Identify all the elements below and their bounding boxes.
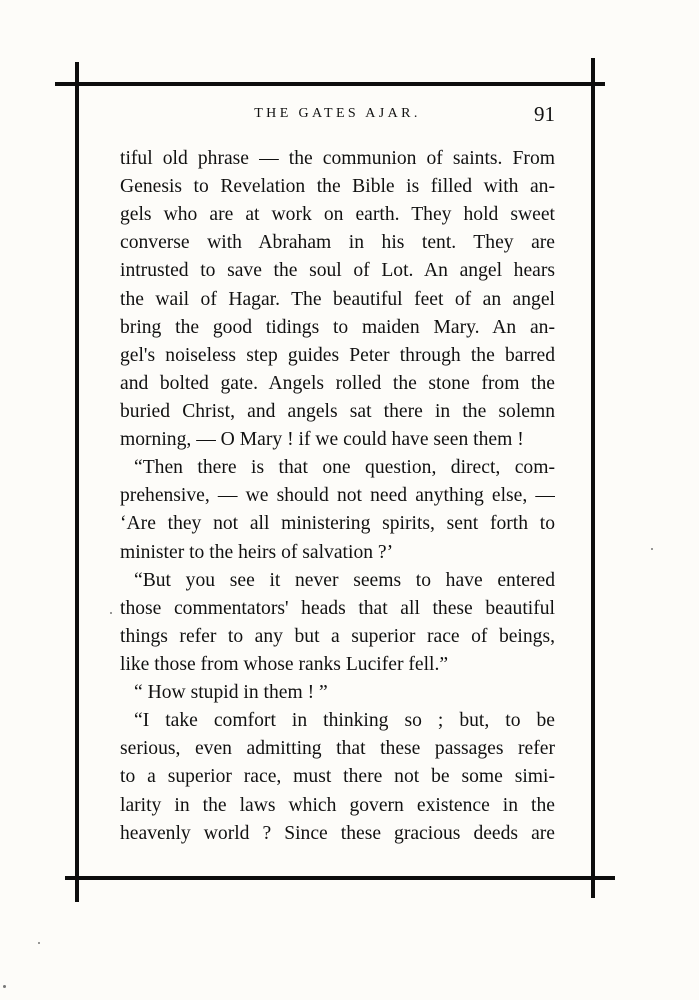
paper-speck bbox=[651, 548, 653, 550]
text-line: Genesis to Revelation the Bible is filled with an- bbox=[120, 176, 555, 198]
text-line: gel's noiseless step guides Peter through the barred bbox=[120, 344, 555, 366]
text-line: minister to the heirs of salvation ?’ bbox=[120, 541, 394, 563]
text-line: “But you see it never seems to have entered bbox=[134, 569, 555, 591]
bottom-border-rule bbox=[65, 876, 615, 880]
text-line: tiful old phrase — the communion of saints. From bbox=[120, 148, 555, 169]
right-border-rule bbox=[591, 58, 595, 898]
running-head bbox=[120, 104, 555, 130]
text-line: intrusted to save the soul of Lot. An angel hears bbox=[120, 260, 555, 282]
text-line: “Then there is that one question, direct, com- bbox=[134, 457, 555, 479]
text-line: heavenly world ? Since these gracious deeds are bbox=[120, 822, 555, 844]
text-line: converse with Abraham in his tent. They are bbox=[120, 232, 555, 254]
text-line: and bolted gate. Angels rolled the stone from the bbox=[120, 372, 555, 394]
text-line: larity in the laws which govern existence in the bbox=[120, 794, 555, 816]
text-line: the wail of Hagar. The beautiful feet of an angel bbox=[120, 288, 555, 310]
text-line: those commentators' heads that all these beautiful bbox=[120, 597, 555, 619]
paper-speck bbox=[3, 985, 6, 988]
body-text bbox=[120, 145, 555, 848]
paper-speck bbox=[110, 612, 112, 614]
text-line: buried Christ, and angels sat there in the solemn bbox=[120, 400, 555, 422]
page-number: 91 bbox=[534, 102, 555, 126]
text-line: serious, even admitting that these passages refer bbox=[120, 738, 555, 760]
text-line: ‘Are they not all ministering spirits, sent forth to bbox=[120, 513, 555, 535]
text-line: things refer to any but a superior race of beings, bbox=[120, 625, 555, 647]
top-border-rule bbox=[55, 82, 605, 86]
text-line: prehensive, — we should not need anything else, — bbox=[120, 485, 555, 507]
text-line: bring the good tidings to maiden Mary. An an- bbox=[120, 316, 555, 338]
left-border-rule bbox=[75, 62, 79, 902]
text-line: like those from whose ranks Lucifer fell.” bbox=[120, 653, 449, 675]
text-line: “ How stupid in them ! ” bbox=[134, 682, 328, 704]
paper-speck bbox=[38, 942, 40, 944]
text-line: morning, — O Mary ! if we could have seen them ! bbox=[120, 429, 524, 451]
running-title: THE GATES AJAR. bbox=[254, 106, 421, 121]
text-line: “I take comfort in thinking so ; but, to be bbox=[134, 710, 555, 732]
text-line: to a superior race, must there not be some simi- bbox=[120, 766, 555, 788]
text-line: gels who are at work on earth. They hold sweet bbox=[120, 204, 555, 226]
